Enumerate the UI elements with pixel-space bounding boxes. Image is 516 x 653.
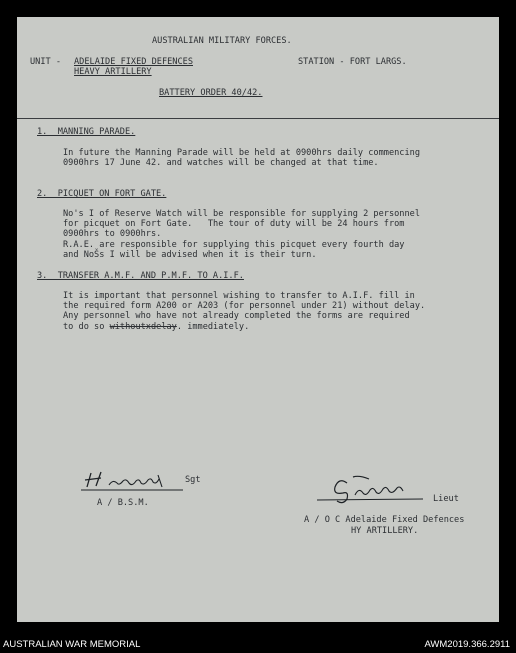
document-page	[17, 17, 499, 622]
section-3-line-4	[63, 322, 249, 333]
battery-order-title: BATTERY ORDER 40/42.	[159, 88, 263, 98]
section-3-line-3: Any personnel who have not already completed the forms are required	[63, 311, 410, 321]
section-2-line-1: No's I of Reserve Watch will be responsible for supplying 2 personnel	[63, 209, 420, 219]
section-3-line-1: It is important that personnel wishing to transfer to A.I.F. fill in	[63, 291, 415, 301]
header-divider	[17, 118, 499, 119]
struck-text: withoutxdelay	[109, 322, 177, 332]
right-signature-rank: Lieut	[433, 494, 459, 504]
station-label: STATION - FORT LARGS.	[298, 57, 407, 67]
unit-line-1: ADELAIDE FIXED DEFENCES	[74, 57, 193, 67]
section-2-line-3: 0900hrs to 0900hrs.	[63, 229, 162, 239]
section-2-line-5: and NoŠs I will be advised when it is their turn.	[63, 250, 317, 260]
right-signature-image	[313, 473, 433, 507]
footer-accession-number: AWM2019.366.2911	[424, 639, 510, 650]
section-1-line-2: 0900hrs 17 June 42. and watches will be changed at that time.	[63, 158, 379, 168]
footer-archive-name: AUSTRALIAN WAR MEMORIAL	[3, 639, 141, 650]
section-2-heading: 2. PICQUET ON FORT GATE.	[37, 189, 167, 199]
unit-line-2: HEAVY ARTILLERY	[74, 67, 152, 77]
section-2-line-2: for picquet on Fort Gate. The tour of duty will be 24 hours from	[63, 219, 405, 229]
unit-label: UNIT -	[30, 57, 67, 67]
section-1-line-1: In future the Manning Parade will be held at 0900hrs daily commencing	[63, 148, 420, 158]
section-3-line-4-end: . immediately.	[176, 322, 250, 332]
forces-heading: AUSTRALIAN MILITARY FORCES.	[152, 36, 292, 46]
left-signature-title: A / B.S.M.	[97, 498, 149, 508]
section-1-heading: 1. MANNING PARADE.	[37, 127, 136, 137]
left-signature-image	[79, 469, 189, 495]
section-2-line-4: R.A.E. are responsible for supplying this picquet every fourth day	[63, 240, 405, 250]
section-3-line-4-start: to do so	[63, 322, 110, 332]
section-3-line-2: the required form A200 or A203 (for personnel under 21) without delay.	[63, 301, 426, 311]
section-3-heading: 3. TRANSFER A.M.F. AND P.M.F. TO A.I.F.	[37, 271, 244, 281]
left-signature-rank: Sgt	[185, 475, 201, 485]
right-signature-title-2: HY ARTILLERY.	[351, 526, 419, 536]
right-signature-title-1: A / O C Adelaide Fixed Defences	[304, 515, 465, 525]
